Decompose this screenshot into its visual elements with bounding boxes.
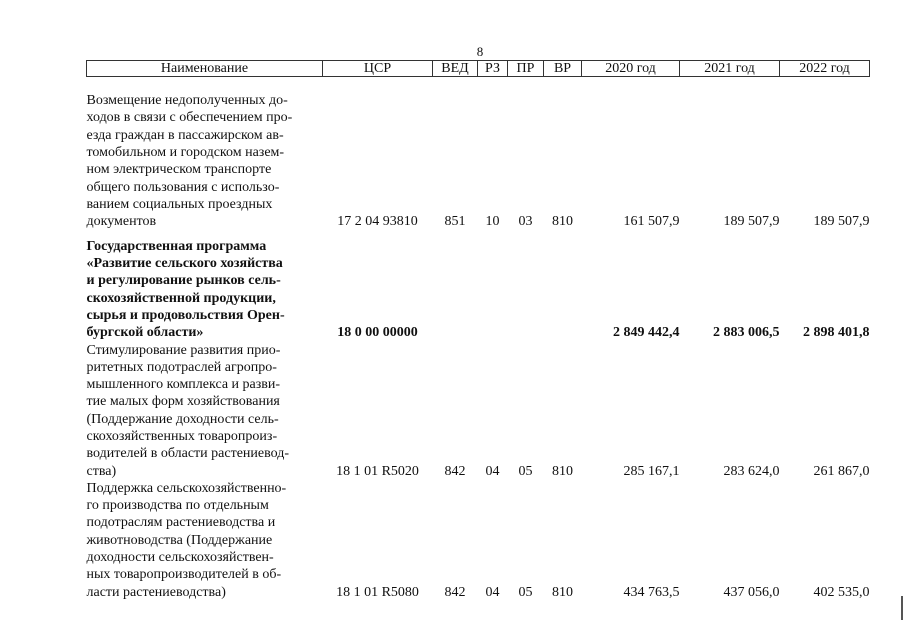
table-row xyxy=(87,231,870,342)
row-ved-cell: 842 xyxy=(444,584,466,600)
row-name-line: Возмещение недополученных до- xyxy=(86,93,288,109)
row-name-line: скохозяйственной продукции, xyxy=(86,290,276,306)
table-header-row xyxy=(87,61,870,77)
row-pr-cell xyxy=(508,231,544,342)
scan-edge-mark xyxy=(901,596,903,620)
row-name-line: (Поддержание доходности сель- xyxy=(86,411,279,427)
row-name-text xyxy=(87,92,323,230)
row-2021-value: 283 624,0 xyxy=(723,463,780,479)
row-ved-cell xyxy=(433,231,478,342)
row-2021-value: 437 056,0 xyxy=(723,584,780,600)
row-name-line: общего пользования с использо- xyxy=(86,179,280,195)
row-2022-value: 402 535,0 xyxy=(813,584,870,600)
row-2020-value: 285 167,1 xyxy=(623,463,680,479)
table-row xyxy=(87,77,870,231)
row-rz-cell: 10 xyxy=(485,214,500,230)
row-name-line: ритетных подотраслей агропро- xyxy=(86,359,277,375)
column-header-vr: ВР xyxy=(544,61,582,77)
row-csr-cell: 17 2 04 93810 xyxy=(337,214,418,230)
row-2020-value: 2 849 442,4 xyxy=(613,325,680,341)
column-header-csr: ЦСР xyxy=(323,61,433,77)
budget-table xyxy=(86,60,870,601)
row-name-line: документов xyxy=(86,214,157,230)
row-name-line: Поддержка сельскохозяйственно- xyxy=(86,480,287,496)
row-ved-cell: 851 xyxy=(444,214,466,230)
page-number: 8 xyxy=(476,44,484,59)
column-header-2022: 2022 год xyxy=(780,61,870,77)
table-row xyxy=(87,342,870,480)
row-vr-cell: 810 xyxy=(552,463,573,479)
row-2021-value: 2 883 006,5 xyxy=(713,325,780,341)
row-rz-cell: 04 xyxy=(485,584,500,600)
row-name-cell xyxy=(87,77,323,231)
row-csr-cell: 18 1 01 R5020 xyxy=(336,463,419,479)
column-header-2021: 2021 год xyxy=(680,61,780,77)
row-name-line: животноводства (Поддержание xyxy=(86,532,273,548)
row-name-line: сырья и продовольствия Орен- xyxy=(86,307,285,323)
row-name-line: томобильном и городском назем- xyxy=(86,145,285,161)
row-pr-cell: 05 xyxy=(518,584,533,600)
row-2022-value: 2 898 401,8 xyxy=(803,325,870,341)
row-pr-cell: 03 xyxy=(518,214,533,230)
row-name-line: водителей в области растениевод- xyxy=(86,446,290,462)
row-name-line: го производства по отдельным xyxy=(86,498,269,514)
row-name-line: бургской области» xyxy=(86,325,204,341)
row-vr-cell: 810 xyxy=(552,214,573,230)
column-header-2020: 2020 год xyxy=(582,61,680,77)
row-csr-cell: 18 1 01 R5080 xyxy=(336,584,419,600)
column-header-pr: ПР xyxy=(508,61,544,77)
row-name-text xyxy=(87,480,323,601)
row-name-cell xyxy=(87,231,323,342)
row-vr-cell xyxy=(544,231,582,342)
row-name-line: езда граждан в пассажирском ав- xyxy=(86,127,284,143)
row-name-cell xyxy=(87,342,323,480)
row-name-line: ласти растениеводства) xyxy=(86,584,226,600)
row-2022-value: 189 507,9 xyxy=(813,214,870,230)
column-header-ved: ВЕД xyxy=(433,61,478,77)
row-ved-cell: 842 xyxy=(444,463,466,479)
row-2020-value: 161 507,9 xyxy=(623,214,680,230)
row-name-line: подотраслям растениеводства и xyxy=(86,515,276,531)
column-header-name: Наименование xyxy=(87,61,323,77)
row-name-line: ном электрическом транспорте xyxy=(86,162,272,178)
row-name-line: и регулирование рынков сель- xyxy=(86,273,281,289)
column-header-rz: РЗ xyxy=(478,61,508,77)
row-csr-cell: 18 0 00 00000 xyxy=(337,325,418,341)
row-vr-cell: 810 xyxy=(552,584,573,600)
row-name-line: ных товаропроизводителей в об- xyxy=(86,567,282,583)
row-name-line: скохозяйственных товаропроиз- xyxy=(86,428,278,444)
row-name-line: доходности сельскохозяйствен- xyxy=(86,550,274,566)
row-name-cell xyxy=(87,480,323,601)
row-rz-cell: 04 xyxy=(485,463,500,479)
row-name-line: ства) xyxy=(86,463,117,479)
row-name-line: ходов в связи с обеспечением про- xyxy=(86,110,293,126)
table-body xyxy=(87,77,870,601)
row-name-line: мышленного комплекса и разви- xyxy=(86,377,281,393)
row-name-text xyxy=(87,238,323,342)
row-name-line: тие малых форм хозяйствования xyxy=(86,394,280,410)
row-rz-cell xyxy=(478,231,508,342)
row-name-text xyxy=(87,342,323,480)
row-name-line: ванием социальных проездных xyxy=(86,196,273,212)
row-2020-value: 434 763,5 xyxy=(623,584,680,600)
table-row xyxy=(87,480,870,601)
row-2022-value: 261 867,0 xyxy=(813,463,870,479)
row-name-line: «Развитие сельского хозяйства xyxy=(86,256,283,272)
row-name-line: Государственная программа xyxy=(86,238,267,254)
row-name-line: Стимулирование развития прио- xyxy=(86,342,281,358)
row-2021-value: 189 507,9 xyxy=(723,214,780,230)
row-pr-cell: 05 xyxy=(518,463,533,479)
